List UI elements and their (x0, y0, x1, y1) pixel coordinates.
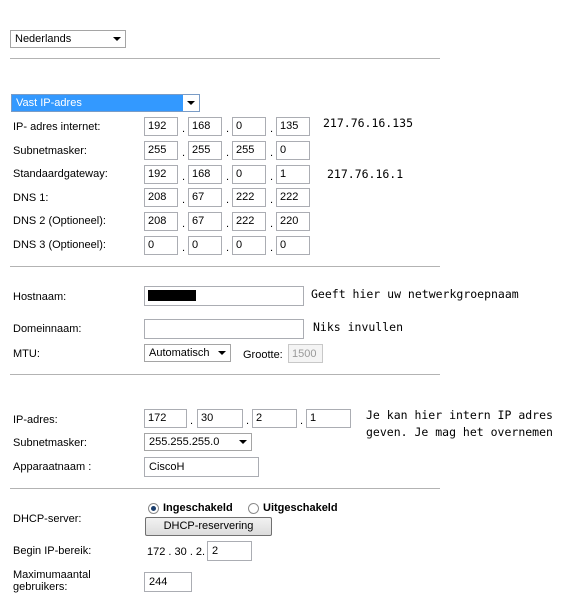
dns3-octet-2[interactable]: 0 (188, 236, 222, 255)
wan-ip-octet-1[interactable]: 192 (144, 117, 178, 136)
start-ip-prefix: 172 . 30 . 2. (147, 546, 206, 558)
dhcp-server-label: DHCP-server: (13, 513, 82, 525)
wan-ip-note: 217.76.16.135 (323, 116, 414, 130)
dns3-octet-1[interactable]: 0 (144, 236, 178, 255)
dns1-octet-2[interactable]: 67 (188, 188, 222, 207)
wan-ip-octet-2[interactable]: 168 (188, 117, 222, 136)
lan-note-line-1: Je kan hier intern IP adres (366, 408, 553, 422)
max-users-label-line-2: gebruikers: (13, 581, 68, 593)
connection-type-value: Vast IP-adres (16, 97, 82, 109)
dhcp-enabled-label: Ingeschakeld (163, 502, 233, 514)
size-input[interactable]: 1500 (288, 344, 323, 363)
dns2-octet-1[interactable]: 208 (144, 212, 178, 231)
wan-gateway-note: 217.76.16.1 (327, 167, 404, 181)
mtu-select-value: Automatisch (149, 347, 210, 359)
wan-ip-octet-4[interactable]: 135 (276, 117, 310, 136)
dns2-octet-3[interactable]: 222 (232, 212, 266, 231)
dhcp-enabled-radio[interactable] (148, 503, 159, 514)
dot-separator: . (270, 242, 274, 254)
max-users-input[interactable]: 244 (144, 572, 192, 592)
dot-separator: . (246, 415, 250, 427)
lan-note-line-2: geven. Je mag het overnemen (366, 425, 553, 439)
dot-separator: . (182, 123, 186, 135)
dot-separator: . (270, 194, 274, 206)
wan-subnet-label: Subnetmasker: (13, 145, 87, 157)
lan-subnet-select[interactable] (144, 433, 252, 451)
chevron-down-icon (113, 37, 121, 41)
domain-input[interactable] (144, 319, 304, 339)
chevron-down-icon (239, 440, 247, 444)
dns2-octet-4[interactable]: 220 (276, 212, 310, 231)
dot-separator: . (226, 218, 230, 230)
language-select-value: Nederlands (15, 33, 72, 45)
mtu-select[interactable] (144, 344, 231, 362)
language-select[interactable] (10, 30, 126, 48)
hostname-input[interactable] (144, 286, 304, 306)
device-name-label: Apparaatnaam : (13, 461, 92, 473)
divider (10, 266, 440, 267)
lan-ip-octet-3[interactable]: 2 (252, 409, 297, 428)
wan-gateway-octet-2[interactable]: 168 (188, 165, 222, 184)
dns2-label: DNS 2 (Optioneel): (13, 215, 106, 227)
wan-subnet-octet-3[interactable]: 255 (232, 141, 266, 160)
wan-subnet-octet-4[interactable]: 0 (276, 141, 310, 160)
dns1-octet-1[interactable]: 208 (144, 188, 178, 207)
lan-ip-octet-2[interactable]: 30 (197, 409, 243, 428)
wan-gateway-label: Standaardgateway: (13, 168, 108, 180)
start-ip-label: Begin IP-bereik: (13, 545, 92, 557)
wan-gateway-octet-1[interactable]: 192 (144, 165, 178, 184)
device-name-input[interactable]: CiscoH (144, 457, 259, 477)
dot-separator: . (190, 415, 194, 427)
domain-label: Domeinnaam: (13, 323, 82, 335)
divider (10, 374, 440, 375)
dot-separator: . (270, 123, 274, 135)
wan-gateway-octet-4[interactable]: 1 (276, 165, 310, 184)
dot-separator: . (226, 123, 230, 135)
dot-separator: . (226, 171, 230, 183)
chevron-down-icon (218, 351, 226, 355)
chevron-down-icon (187, 101, 195, 105)
dot-separator: . (182, 242, 186, 254)
lan-ip-octet-1[interactable]: 172 (144, 409, 187, 428)
dns3-octet-3[interactable]: 0 (232, 236, 266, 255)
dot-separator: . (182, 194, 186, 206)
wan-subnet-octet-1[interactable]: 255 (144, 141, 178, 160)
hostname-label: Hostnaam: (13, 291, 67, 303)
connection-type-select[interactable] (11, 94, 200, 112)
max-users-label-line-1: Maximumaantal (13, 569, 91, 581)
dns1-label: DNS 1: (13, 192, 49, 204)
mtu-label: MTU: (13, 348, 40, 360)
hostname-note: Geeft hier uw netwerkgroepnaam (311, 287, 519, 301)
wan-ip-octet-3[interactable]: 0 (232, 117, 266, 136)
dns3-label: DNS 3 (Optioneel): (13, 239, 106, 251)
dhcp-disabled-label: Uitgeschakeld (263, 502, 338, 514)
dot-separator: . (226, 194, 230, 206)
dhcp-reservation-button[interactable]: DHCP-reservering (145, 517, 272, 536)
dot-separator: . (270, 147, 274, 159)
dot-separator: . (182, 218, 186, 230)
dns3-octet-4[interactable]: 0 (276, 236, 310, 255)
dot-separator: . (226, 242, 230, 254)
wan-gateway-octet-3[interactable]: 0 (232, 165, 266, 184)
dot-separator: . (182, 171, 186, 183)
lan-ip-label: IP-adres: (13, 414, 58, 426)
wan-subnet-octet-2[interactable]: 255 (188, 141, 222, 160)
dot-separator: . (226, 147, 230, 159)
dns1-octet-4[interactable]: 222 (276, 188, 310, 207)
dns2-octet-2[interactable]: 67 (188, 212, 222, 231)
wan-ip-label: IP- adres internet: (13, 121, 101, 133)
divider (10, 488, 440, 489)
dns1-octet-3[interactable]: 222 (232, 188, 266, 207)
redacted-block (148, 290, 196, 301)
lan-subnet-label: Subnetmasker: (13, 437, 87, 449)
lan-ip-octet-4[interactable]: 1 (306, 409, 351, 428)
dot-separator: . (270, 218, 274, 230)
divider (10, 58, 440, 59)
lan-subnet-select-value: 255.255.255.0 (149, 436, 220, 448)
dot-separator: . (270, 171, 274, 183)
domain-note: Niks invullen (313, 320, 404, 334)
size-label: Grootte: (243, 349, 283, 361)
dot-separator: . (182, 147, 186, 159)
dot-separator: . (300, 415, 304, 427)
start-ip-input[interactable]: 2 (207, 541, 252, 561)
dhcp-disabled-radio[interactable] (248, 503, 259, 514)
